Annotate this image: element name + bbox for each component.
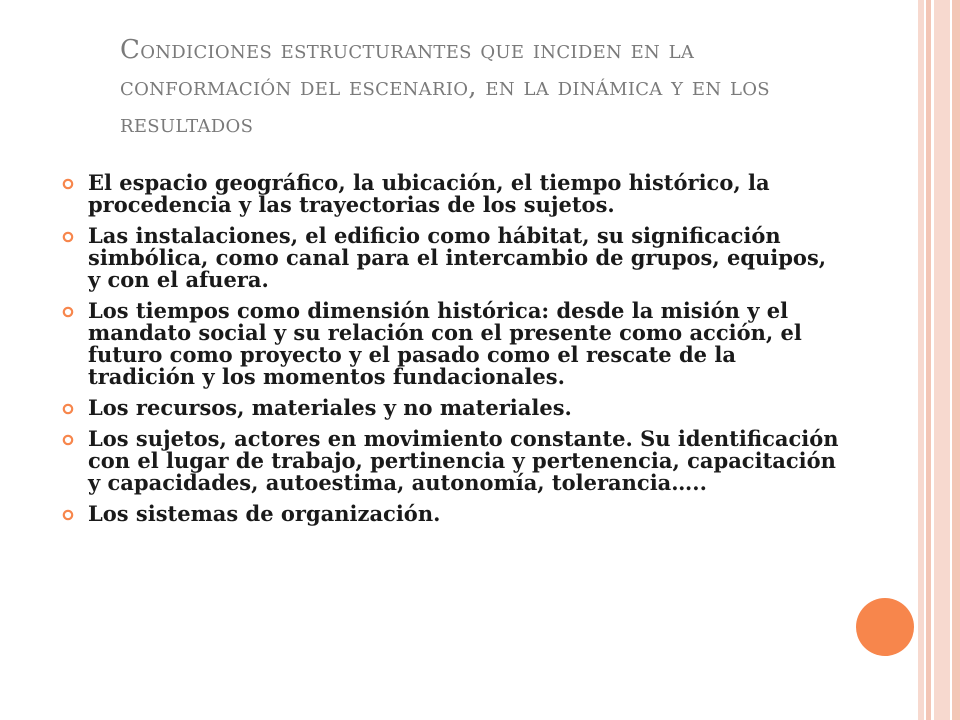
bullet-text: Los sujetos, actores en movimiento constante. Su identificación con el lugar de trabajo, pertinencia y pertenencia, capacitación y capacidades, autoestima, autonomía, tolerancia…..	[88, 426, 839, 495]
bullet-text: Las instalaciones, el edificio como hábitat, su significación simbólica, como canal para el intercambio de grupos, equipos, y con el afuera.	[88, 223, 827, 292]
bullet-item	[62, 225, 842, 291]
bullet-item	[62, 397, 842, 419]
circle-outline-icon	[62, 403, 74, 415]
decorative-stripe	[952, 0, 960, 720]
bullet-list	[62, 172, 842, 534]
bullet-text: Los recursos, materiales y no materiales.	[88, 395, 572, 420]
slide-title: Condiciones estructurantes que inciden en la conformación del escenario, en la dinámica y en los resultados	[120, 35, 770, 139]
bullet-item	[62, 428, 842, 494]
circle-outline-icon	[62, 178, 74, 190]
circle-outline-icon	[62, 509, 74, 521]
decorative-stripe	[934, 0, 950, 720]
bullet-item	[62, 503, 842, 525]
decorative-orange-circle	[856, 598, 914, 656]
circle-outline-icon	[62, 231, 74, 243]
bullet-text: Los sistemas de organización.	[88, 501, 441, 526]
bullet-item	[62, 172, 842, 216]
circle-outline-icon	[62, 306, 74, 318]
bullet-text: Los tiempos como dimensión histórica: desde la misión y el mandato social y su relación con el presente como acción, el futuro como proyecto y el pasado como el rescate de la tradición y los momentos fundacionales.	[88, 298, 802, 389]
bullet-item	[62, 300, 842, 388]
bullet-text: El espacio geográfico, la ubicación, el tiempo histórico, la procedencia y las trayectorias de los sujetos.	[88, 170, 770, 217]
circle-outline-icon	[62, 434, 74, 446]
